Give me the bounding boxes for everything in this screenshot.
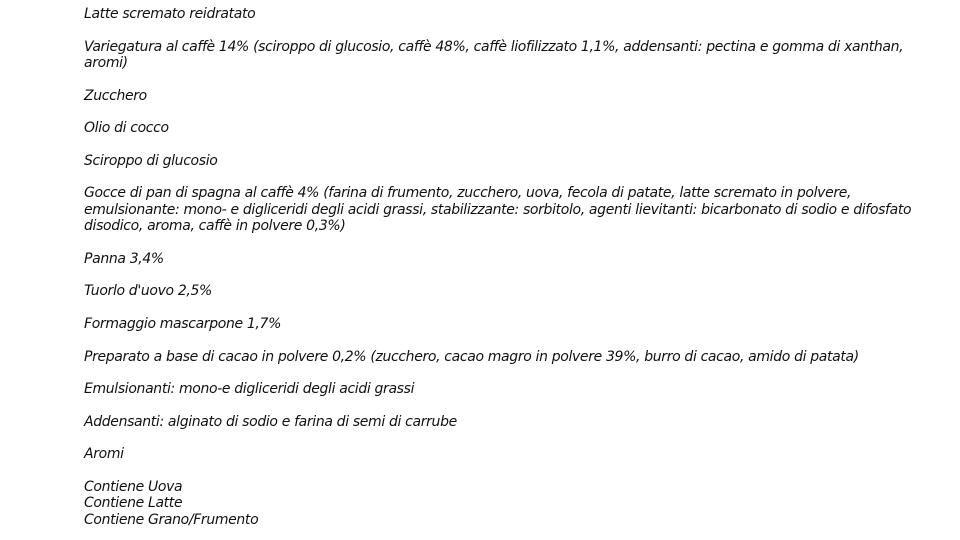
ingredient-item: Emulsionanti: mono-e digliceridi degli acidi grassi <box>84 381 415 398</box>
ingredients-document <box>84 6 944 528</box>
allergen-line: Contiene Grano/Frumento <box>84 511 259 528</box>
ingredient-item: Panna 3,4% <box>84 250 164 267</box>
ingredient-item: Olio di cocco <box>84 120 169 137</box>
allergen-line: Contiene Latte <box>84 495 183 512</box>
ingredient-item: Gocce di pan di spagna al caffè 4% (farina di frumento, zucchero, uova, fecola di patate, latte scremato in polvere, emulsionante: mono- e digliceridi degli acidi grassi, stabilizzante: sorbitolo, agenti lievitanti: bicarbonato di sodio e difosfato disodico, aroma, caffè in polvere 0,3%) <box>84 185 912 235</box>
ingredient-item: Addensanti: alginato di sodio e farina di semi di carrube <box>84 413 457 430</box>
ingredient-item: Tuorlo d'uovo 2,5% <box>84 283 212 300</box>
allergen-line: Contiene Uova <box>84 478 183 495</box>
ingredient-item: Preparato a base di cacao in polvere 0,2% (zucchero, cacao magro in polvere 39%, burro di cacao, amido di patata) <box>84 348 859 365</box>
ingredient-item: Formaggio mascarpone 1,7% <box>84 315 282 332</box>
ingredient-item: Zucchero <box>84 87 147 104</box>
ingredient-item: Sciroppo di glucosio <box>84 152 218 169</box>
ingredient-item: Variegatura al caffè 14% (sciroppo di glucosio, caffè 48%, caffè liofilizzato 1,1%, addensanti: pectina e gomma di xanthan, aromi) <box>84 38 904 71</box>
allergens-block <box>84 479 944 528</box>
ingredient-item: Aromi <box>84 446 124 463</box>
ingredient-item: Latte scremato reidratato <box>84 6 256 22</box>
